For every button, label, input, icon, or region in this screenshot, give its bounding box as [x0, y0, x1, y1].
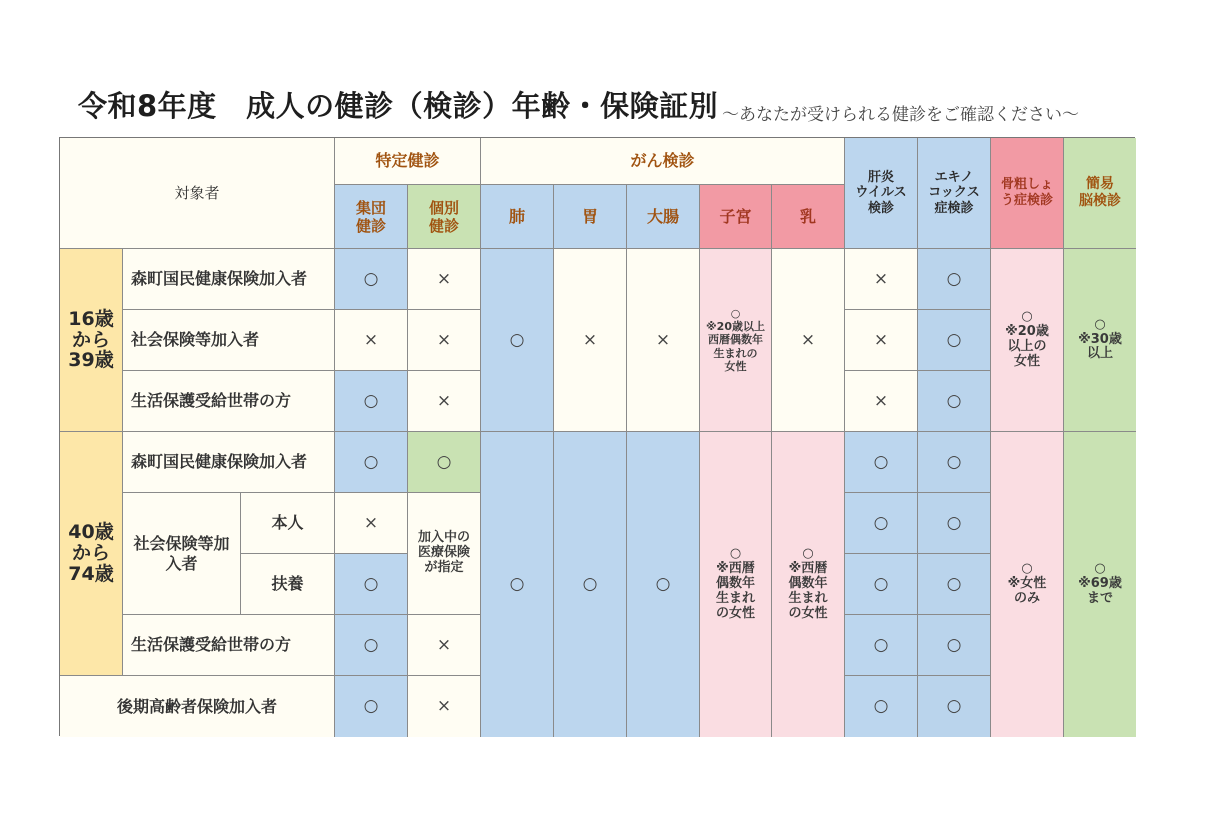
row-label-kokuho: 森町国民健康保険加入者	[123, 249, 335, 310]
echinococcus-header: エキノ コックス 症検診	[918, 138, 991, 249]
cell-echino-kokuho: ○	[918, 249, 991, 310]
colon-header: 大腸	[627, 185, 700, 249]
cell-group-shaho: ×	[335, 310, 408, 371]
hepatitis-header: 肝炎 ウイルス 検診	[845, 138, 918, 249]
cell-hepatitis-kokuho-40: ○	[845, 432, 918, 493]
cell-colon-young: ×	[627, 249, 700, 432]
lung-header: 肺	[481, 185, 554, 249]
cell-uterus-old: ○ ※西暦 偶数年 生まれ の女性	[700, 432, 772, 737]
row-label-fuyou: 扶養	[241, 554, 335, 615]
cell-individual-seikatsu-40: ×	[408, 615, 481, 676]
specific-checkup-header: 特定健診	[335, 138, 481, 185]
age-group-40-74: 40歳 から 74歳	[60, 432, 123, 676]
individual-checkup-header: 個別 健診	[408, 185, 481, 249]
cell-echino-seikatsu: ○	[918, 371, 991, 432]
cell-individual-kokuho-40: ○	[408, 432, 481, 493]
cell-brain-young: ○ ※30歳 以上	[1064, 249, 1136, 432]
group-checkup-header: 集団 健診	[335, 185, 408, 249]
page-subtitle: ～あなたが受けられる健診をご確認ください～	[722, 105, 1079, 125]
cell-echino-shaho: ○	[918, 310, 991, 371]
cell-group-seikatsu: ○	[335, 371, 408, 432]
cell-lung-old: ○	[481, 432, 554, 737]
osteoporosis-header: 骨粗しょ う症検診	[991, 138, 1064, 249]
cell-group-kokuho-40: ○	[335, 432, 408, 493]
row-label-seikatsu: 生活保護受給世帯の方	[123, 371, 335, 432]
brain-header: 簡易 脳検診	[1064, 138, 1136, 249]
row-label-honnin: 本人	[241, 493, 335, 554]
cell-echino-kokuho-40: ○	[918, 432, 991, 493]
row-label-shaho-40: 社会保険等加 入者	[123, 493, 241, 615]
row-label-kouki: 後期高齢者保険加入者	[60, 676, 335, 737]
cell-hepatitis-fuyou: ○	[845, 554, 918, 615]
cell-group-fuyou: ○	[335, 554, 408, 615]
cell-breast-old: ○ ※西暦 偶数年 生まれ の女性	[772, 432, 845, 737]
cell-echino-kouki: ○	[918, 676, 991, 737]
cell-group-honnin: ×	[335, 493, 408, 554]
cell-breast-young: ×	[772, 249, 845, 432]
cell-uterus-young: ○ ※20歳以上 西暦偶数年 生まれの 女性	[700, 249, 772, 432]
age-group-16-39: 16歳 から 39歳	[60, 249, 123, 432]
cell-hepatitis-kouki: ○	[845, 676, 918, 737]
cell-lung-young: ○	[481, 249, 554, 432]
cell-hepatitis-honnin: ○	[845, 493, 918, 554]
cell-echino-honnin: ○	[918, 493, 991, 554]
cell-group-seikatsu-40: ○	[335, 615, 408, 676]
cell-brain-old: ○ ※69歳 まで	[1064, 432, 1136, 737]
cell-stomach-old: ○	[554, 432, 627, 737]
cell-osteo-old: ○ ※女性 のみ	[991, 432, 1064, 737]
target-header: 対象者	[60, 138, 335, 249]
cell-colon-old: ○	[627, 432, 700, 737]
cell-individual-seikatsu: ×	[408, 371, 481, 432]
row-label-seikatsu-40: 生活保護受給世帯の方	[123, 615, 335, 676]
breast-header: 乳	[772, 185, 845, 249]
cell-group-kokuho: ○	[335, 249, 408, 310]
cell-individual-shaho-40: 加入中の 医療保険 が指定	[408, 493, 481, 615]
cell-hepatitis-kokuho: ×	[845, 249, 918, 310]
cell-individual-kouki: ×	[408, 676, 481, 737]
cell-osteo-young: ○ ※20歳 以上の 女性	[991, 249, 1064, 432]
cell-hepatitis-shaho: ×	[845, 310, 918, 371]
eligibility-table	[59, 137, 1135, 736]
stomach-header: 胃	[554, 185, 627, 249]
cell-group-kouki: ○	[335, 676, 408, 737]
cancer-screening-header: がん検診	[481, 138, 845, 185]
cell-hepatitis-seikatsu-40: ○	[845, 615, 918, 676]
cell-stomach-young: ×	[554, 249, 627, 432]
cell-individual-kokuho: ×	[408, 249, 481, 310]
uterus-header: 子宮	[700, 185, 772, 249]
cell-echino-seikatsu-40: ○	[918, 615, 991, 676]
row-label-kokuho-40: 森町国民健康保険加入者	[123, 432, 335, 493]
cell-individual-shaho: ×	[408, 310, 481, 371]
row-label-shaho: 社会保険等加入者	[123, 310, 335, 371]
cell-hepatitis-seikatsu: ×	[845, 371, 918, 432]
cell-echino-fuyou: ○	[918, 554, 991, 615]
page-title: 令和8年度 成人の健診（検診）年齢・保険証別	[78, 89, 719, 123]
